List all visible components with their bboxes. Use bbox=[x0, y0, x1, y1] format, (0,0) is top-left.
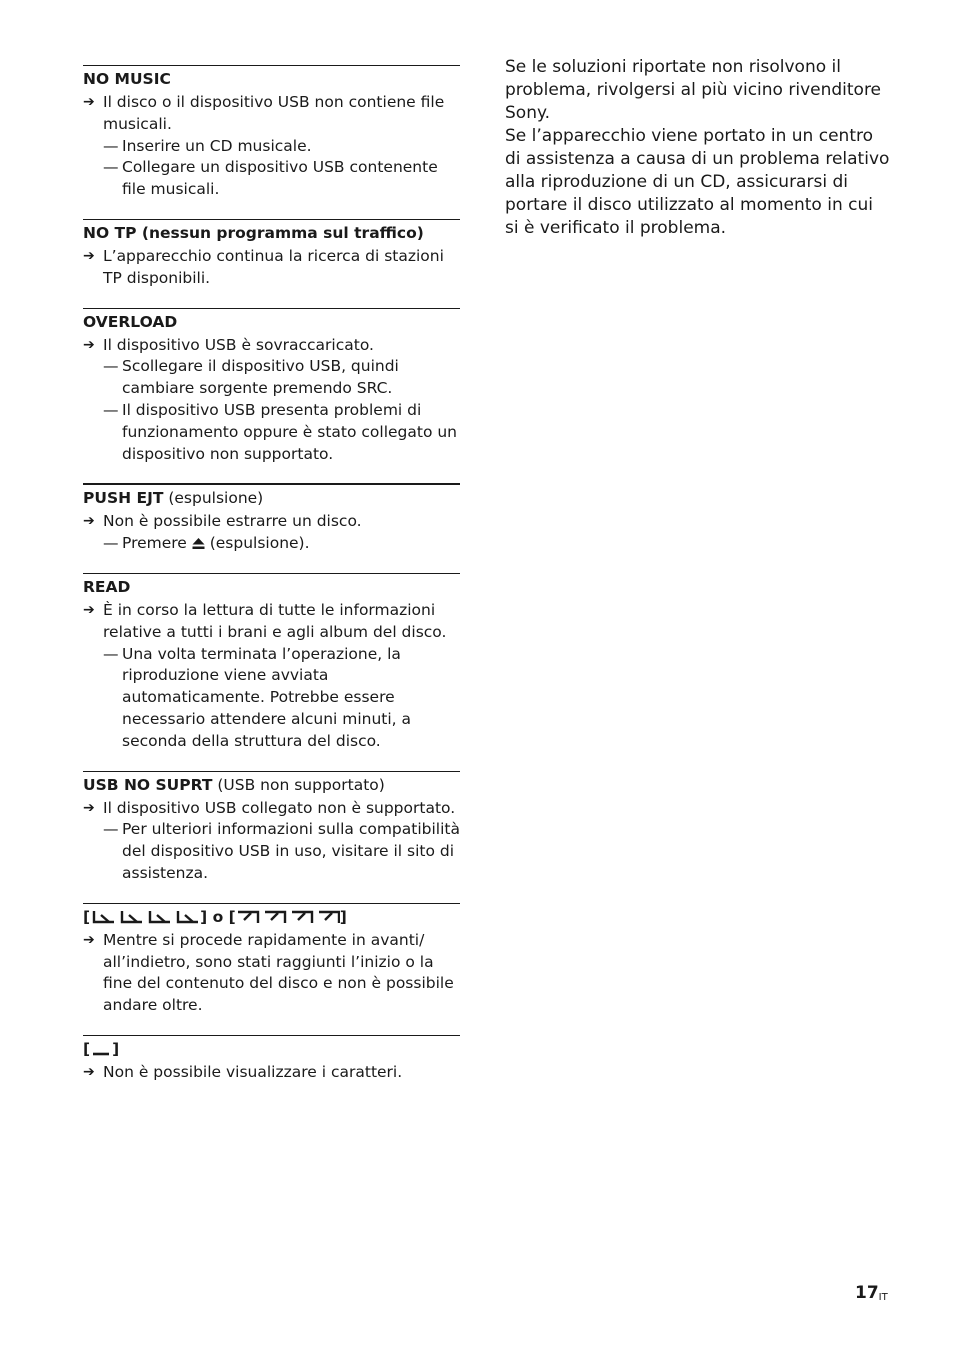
section-heading bbox=[83, 577, 460, 597]
section-heading bbox=[83, 1039, 460, 1059]
heading-rest: (USB non supportato) bbox=[212, 775, 385, 794]
page-number bbox=[855, 1283, 888, 1303]
section-char-display bbox=[83, 1035, 460, 1084]
section-usb-no-suprt bbox=[83, 771, 460, 885]
heading-bold: NO MUSIC bbox=[83, 70, 171, 88]
heading-bold: OVERLOAD bbox=[83, 312, 178, 331]
item-text: L’apparecchio continua la ricerca di stazioni TP disponibili. bbox=[103, 246, 444, 287]
bracket-close: ] bbox=[112, 1039, 120, 1058]
dash-icon: — bbox=[103, 357, 119, 376]
left-column bbox=[83, 65, 460, 1102]
sub-text: Collegare un dispositivo USB contenente file musicali. bbox=[122, 158, 438, 199]
sub-item bbox=[83, 157, 460, 201]
section-read bbox=[83, 573, 460, 753]
list-item bbox=[83, 798, 460, 820]
right-column bbox=[505, 56, 890, 240]
bracket-open: [ bbox=[83, 1039, 91, 1058]
segment-top-right-icon bbox=[236, 909, 340, 925]
sub-text: Inserire un CD musicale. bbox=[122, 136, 312, 155]
section-heading bbox=[83, 312, 460, 332]
bracket-open: [ bbox=[83, 907, 91, 926]
underscore-segment-icon bbox=[90, 1041, 112, 1057]
section-heading bbox=[83, 488, 460, 508]
arrow-right-icon: ➔ bbox=[83, 336, 95, 353]
sub-text: Scollegare il dispositivo USB, quindi cambiare sorgente premendo SRC. bbox=[122, 357, 399, 398]
item-text: Il dispositivo USB collegato non è supportato. bbox=[103, 798, 456, 817]
section-scan-limit bbox=[83, 903, 460, 1017]
bracket-close: ] bbox=[339, 907, 347, 926]
item-text: Mentre si procede rapidamente in avanti/ all’indietro, sono stati raggiunti l’inizio o la fine del contenuto del disco e non è possibile andare oltre. bbox=[103, 930, 454, 1015]
dash-icon: — bbox=[103, 534, 119, 553]
section-heading bbox=[83, 907, 460, 927]
dash-icon: — bbox=[103, 158, 119, 177]
item-text: È in corso la lettura di tutte le informazioni relative a tutti i brani e agli album del disco. bbox=[103, 600, 447, 641]
arrow-right-icon: ➔ bbox=[83, 931, 95, 948]
arrow-right-icon: ➔ bbox=[83, 601, 95, 618]
sub-item bbox=[83, 644, 460, 753]
section-no-music bbox=[83, 65, 460, 201]
heading-or: o bbox=[207, 907, 229, 926]
dash-icon: — bbox=[103, 644, 119, 663]
heading-rest: (espulsione) bbox=[163, 489, 264, 508]
eject-icon bbox=[192, 537, 205, 550]
bracket-close: ] bbox=[200, 907, 208, 926]
list-item bbox=[83, 335, 460, 357]
arrow-right-icon: ➔ bbox=[83, 513, 95, 530]
section-overload bbox=[83, 308, 460, 466]
dash-icon: — bbox=[103, 400, 119, 419]
list-item bbox=[83, 246, 460, 290]
heading-bold: READ bbox=[83, 577, 131, 596]
sub-item bbox=[83, 136, 460, 158]
paragraph: Se le soluzioni riportate non risolvono il problema, rivolgersi al più vicino rivenditore Sony. bbox=[505, 57, 882, 123]
item-text: Il dispositivo USB è sovraccaricato. bbox=[103, 335, 374, 354]
section-heading bbox=[83, 223, 460, 243]
heading-bold: USB NO SUPRT bbox=[83, 775, 213, 794]
section-heading bbox=[83, 775, 460, 795]
sub-item bbox=[83, 400, 460, 465]
dash-icon: — bbox=[103, 136, 119, 155]
sub-item bbox=[83, 356, 460, 400]
item-text: Il disco o il dispositivo USB non contiene file musicali. bbox=[103, 93, 445, 133]
arrow-right-icon: ➔ bbox=[83, 94, 95, 110]
item-text: Non è possibile estrarre un disco. bbox=[103, 512, 362, 531]
list-item bbox=[83, 511, 460, 533]
section-no-tp bbox=[83, 219, 460, 290]
list-item bbox=[83, 600, 460, 644]
arrow-right-icon: ➔ bbox=[83, 1063, 95, 1080]
arrow-right-icon: ➔ bbox=[83, 247, 95, 264]
sub-item bbox=[83, 533, 460, 555]
sub-text: Il dispositivo USB presenta problemi di funzionamento oppure è stato collegato un dispositivo non supportato. bbox=[122, 400, 458, 463]
arrow-right-icon: ➔ bbox=[83, 799, 95, 816]
section-heading bbox=[83, 69, 460, 89]
heading-bold: NO TP (nessun programma sul traffico) bbox=[83, 223, 424, 242]
sub-item bbox=[83, 819, 460, 884]
page-number-value: 17 bbox=[855, 1283, 879, 1303]
heading-bold: PUSH EJT bbox=[83, 489, 164, 508]
sub-text: Per ulteriori informazioni sulla compatibilità del dispositivo USB in uso, visitare il sito di assistenza. bbox=[122, 820, 460, 882]
segment-bottom-left-icon bbox=[90, 909, 200, 925]
sub-text: Una volta terminata l’operazione, la riproduzione viene avviata automaticamente. Potrebbe essere necessario attendere alcuni minuti, a seconda della struttura del disco. bbox=[122, 644, 412, 750]
sub-text-after: (espulsione). bbox=[204, 534, 310, 553]
page-lang: IT bbox=[878, 1292, 888, 1303]
section-push-ejt bbox=[83, 483, 460, 555]
list-item bbox=[83, 1062, 460, 1084]
item-text: Non è possibile visualizzare i caratteri. bbox=[103, 1062, 403, 1081]
list-item bbox=[83, 92, 460, 136]
dash-icon: — bbox=[103, 820, 119, 839]
list-item bbox=[83, 930, 460, 1017]
bracket-open: [ bbox=[228, 907, 236, 926]
paragraph: Se l’apparecchio viene portato in un centro di assistenza a causa di un problema relativo alla riproduzione di un CD, assicurarsi di portare il disco utilizzato al momento in cui si è verificato il problema. bbox=[505, 126, 890, 238]
sub-text-before: Premere bbox=[122, 534, 192, 553]
